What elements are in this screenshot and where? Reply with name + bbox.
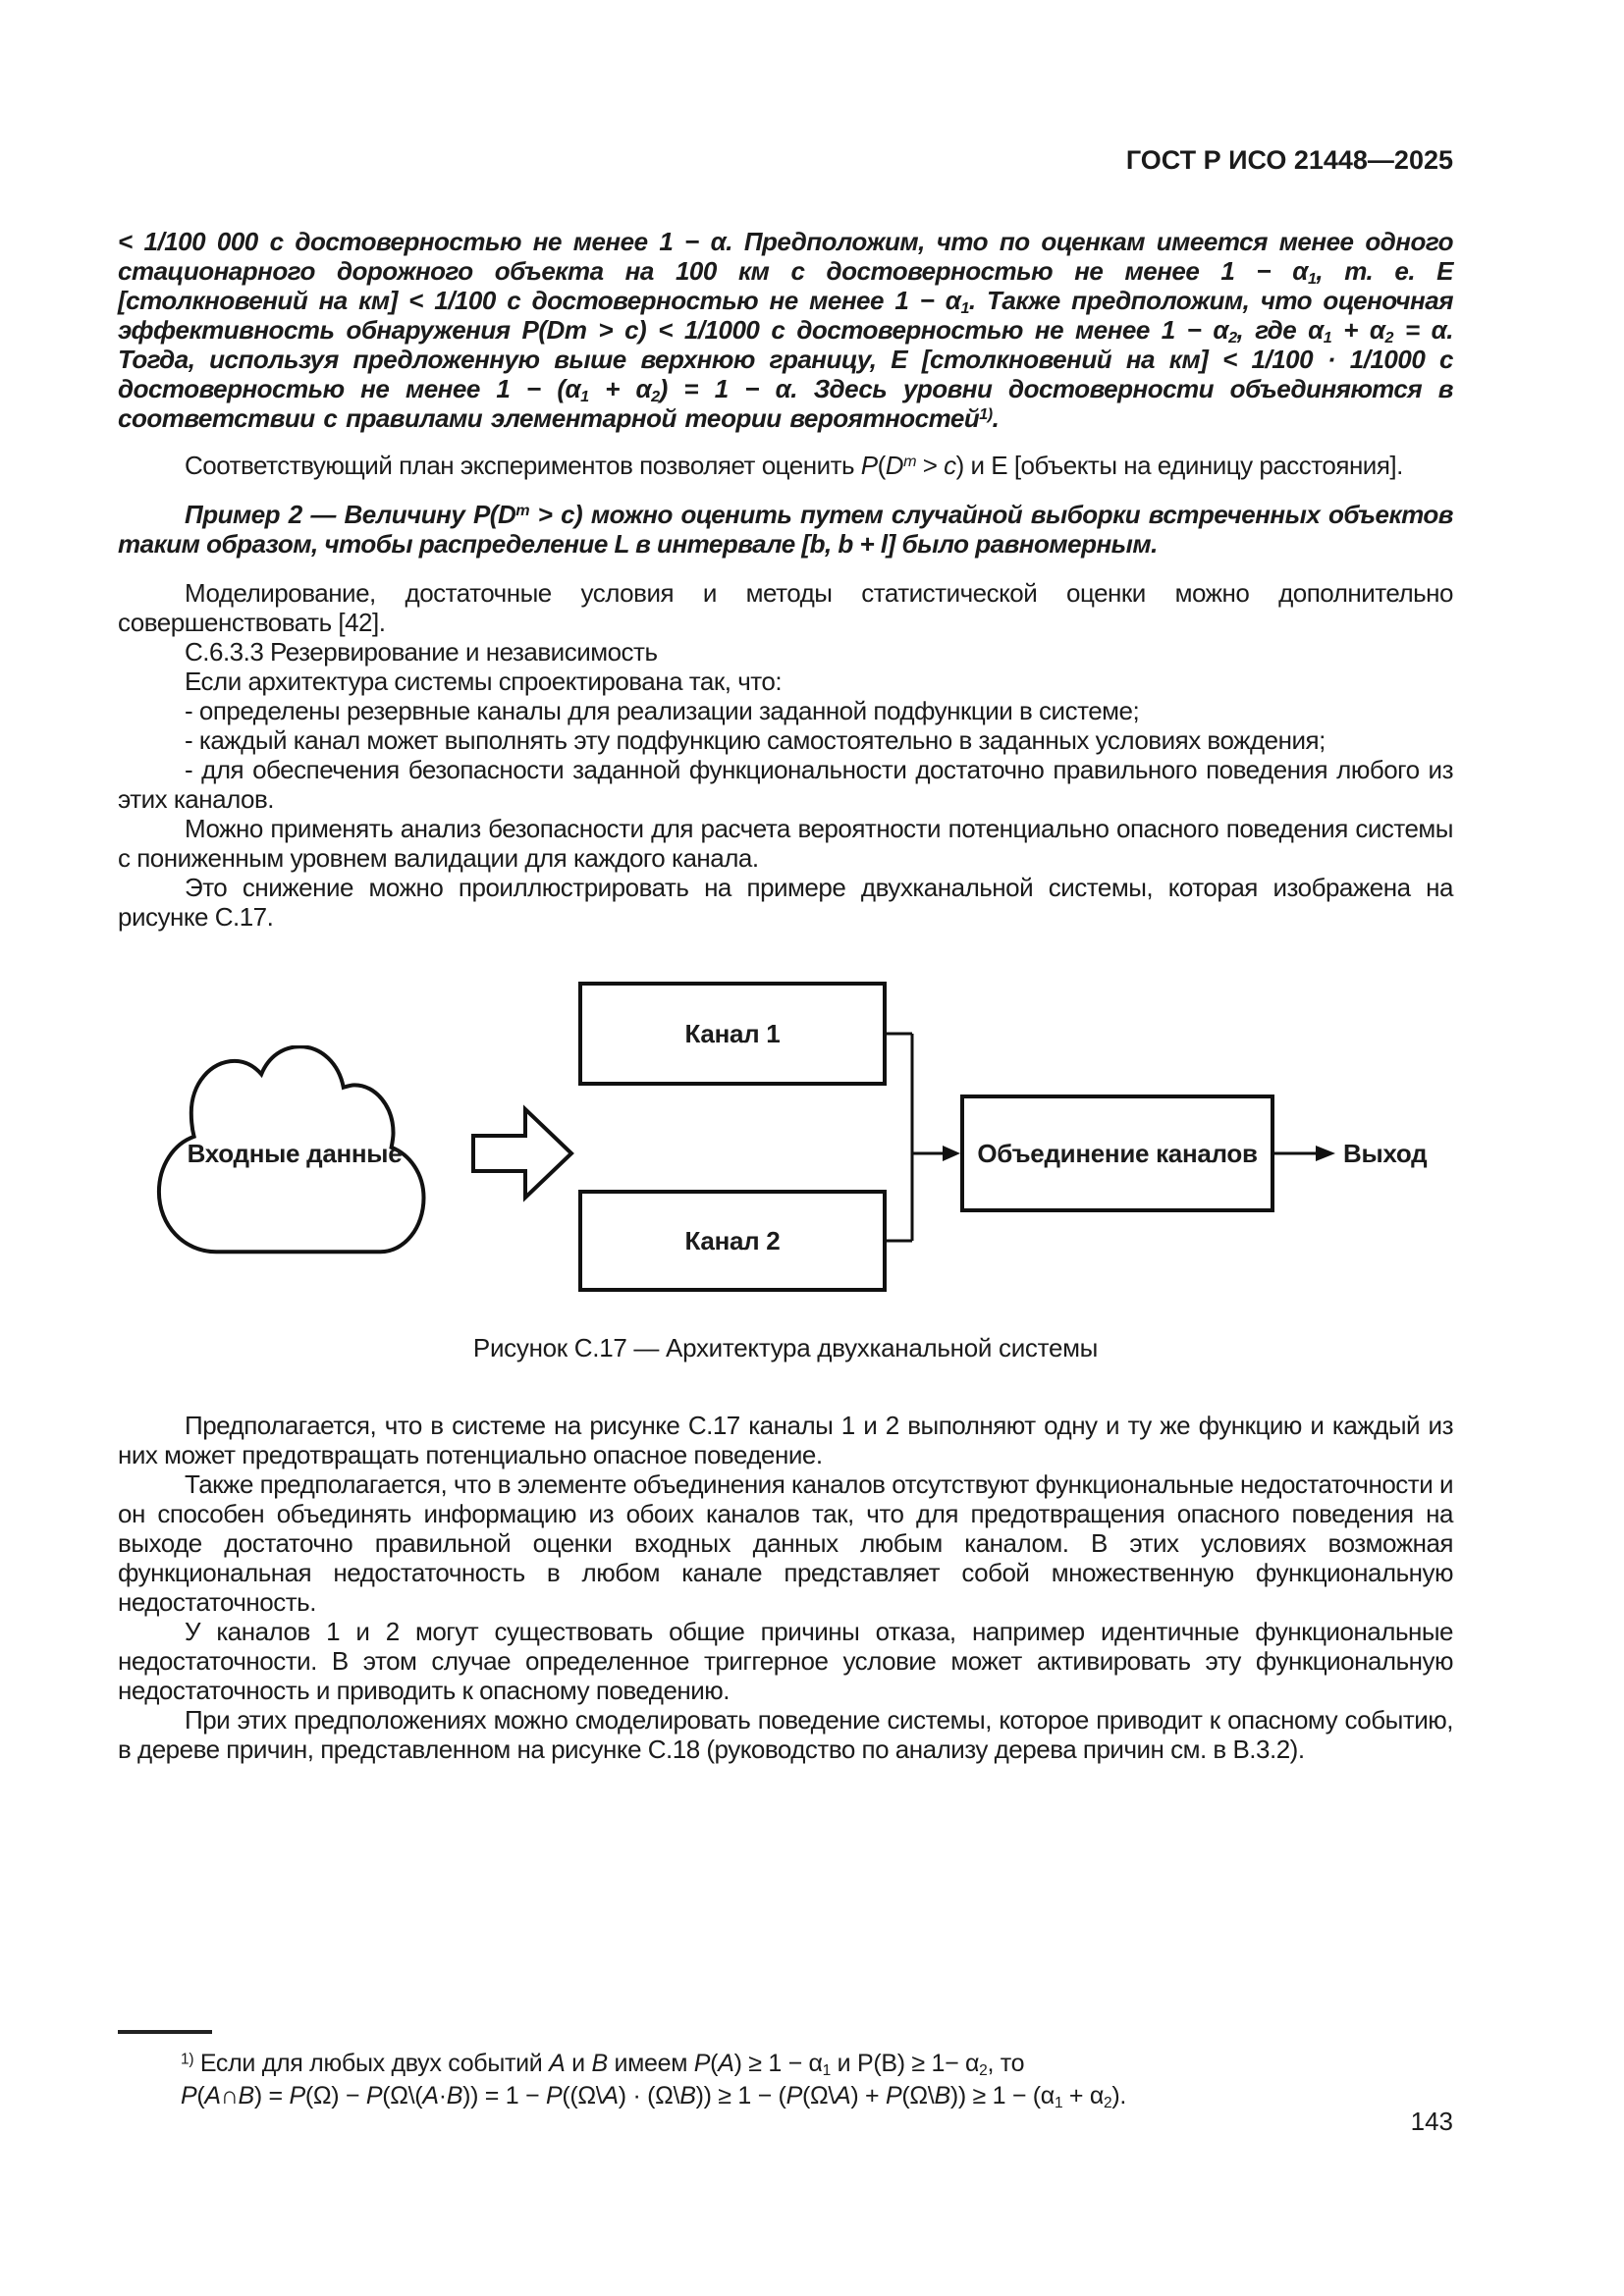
channel-2-box — [578, 1190, 887, 1292]
flow-arrow-icon — [471, 1104, 574, 1202]
channel-2-label: Канал 2 — [684, 1225, 781, 1255]
channel-merge-box — [960, 1095, 1274, 1212]
heading-c-6-3-3: С.6.3.3 Резервирование и независимость — [185, 637, 658, 667]
page-number: 143 — [1410, 2107, 1453, 2136]
footnote-line-2: Р(А∩В) = Р(Ω) − Р(Ω\(А·В)) = 1 − Р((Ω\А) · (Ω\В)) ≥ 1 − (Р(Ω\А) + Р(Ω\В)) ≥ $1 - (\alpha_1 + \alpha_2)$. — [181, 2082, 1127, 2111]
channel-1-label: Канал 1 — [684, 1018, 781, 1048]
para-two-channel-intro: Это снижение можно проиллюстрировать на примере двухканальной системы, которая изображена на рисунке С.17. — [118, 873, 1453, 932]
bullet-item: - определены резервные каналы для реализации заданной подфункции в системе; — [185, 696, 1140, 725]
figure-caption: Рисунок С.17 — Архитектура двухканальной системы — [472, 1333, 1099, 1362]
lower-text-block — [118, 1411, 1453, 1764]
upper-text-block — [118, 227, 1453, 932]
para-safety-analysis: Можно применять анализ безопасности для расчета вероятности потенциально опасного поведения системы с пониженным уровнем валидации для каждого канала. — [118, 814, 1453, 873]
input-data-cloud — [142, 1045, 447, 1261]
para-experiment-plan: Соответствующий план экспериментов позволяет оценить $P(D^m > c)$ и Е [объекты на единицу расстояния]. — [185, 451, 1403, 480]
para-fault-tree: При этих предположениях можно смоделировать поведение системы, которое приводит к опасному событию, в дереве причин, представленном на рисунке С.18 (руководство по анализу дерева причин см. в В.3.2). — [118, 1705, 1453, 1764]
para-common-cause: У каналов 1 и 2 могут существовать общие причины отказа, например идентичные функциональные недостаточности. В этом случае определенное триггерное условие может активировать эту функциональную недостаточность и приводить к опасному поведению. — [118, 1617, 1453, 1705]
bullet-item: - для обеспечения безопасности заданной функциональности достаточно правильного поведения любого из этих каналов. — [118, 755, 1453, 814]
para-modeling: Моделирование, достаточные условия и методы статистической оценки можно дополнительно совершенствовать [42]. — [118, 578, 1453, 637]
footnote-block — [118, 2030, 1453, 2112]
footnote-line-1: $^{1)}$ Если для любых двух событий А и В имеем $Р(А) \ge 1 - \alpha_1$ и $Р(В) \ge 1- \alpha_2$, то — [181, 2050, 1025, 2079]
para-assumption-1: Предполагается, что в системе на рисунке С.17 каналы 1 и 2 выполняют одну и ту же функцию и каждый из них может предотвращать потенциально опасное поведение. — [118, 1411, 1453, 1469]
para-continuation: < 1/100 000 с достоверностью не менее 1 − α. Предположим, что по оценкам имеется менее одного стационарного дорожного объекта на 100 км с достоверностью не менее $1 - \alpha_1$, т. е. Е [столкновений на км] < 1/100 с достоверностью не менее $1 - \alpha_1$. Также предположим, что оценочная эффективность обнаружения P(Dm > c) < 1/1000 с достоверностью не менее $1 - \alpha_2$, где $\alpha_1 + \alpha_2 = \alpha$. Тогда, используя предложенную выше верхнюю границу, Е [столкновений на км] < 1/100 · 1/1000 с достоверностью не менее $1 - (\alpha_1 + \alpha_2) = 1 - \alpha$. Здесь уровни достоверности объединяются в соответствии с правилами элементарной теории вероятностей$^{1)}$. — [118, 227, 1454, 433]
para-example-2: Пример 2 — Величину $P(D^m > c)$ можно оценить путем случайной выборки встреченных объектов таким образом, чтобы распределение L в интервале [b, b + l] было равномерным. — [118, 500, 1454, 559]
channel-merge-label: Объединение каналов — [977, 1138, 1258, 1168]
standard-number-header: ГОСТ Р ИСО 21448—2025 — [1125, 145, 1453, 175]
output-label: Выход — [1343, 1138, 1428, 1168]
footnote-rule — [118, 2030, 212, 2034]
channel-1-box — [578, 982, 887, 1086]
bullet-item: - каждый канал может выполнять эту подфункцию самостоятельно в заданных условиях вождения; — [185, 725, 1326, 755]
figure-c17 — [118, 972, 1453, 1414]
para-assumption-2: Также предполагается, что в элементе объединения каналов отсутствуют функциональные недостаточности и он способен объединять информацию из обоих каналов так, что для предотвращения опасного поведения на выходе достаточно правильной оценки входных данных любым каналом. В этих условиях возможная функциональная недостаточность в любом канале представляет собой множественную функциональную недостаточность. — [118, 1469, 1453, 1617]
cloud-label: Входные данные — [187, 1138, 403, 1168]
para-architecture-intro: Если архитектура системы спроектирована так, что: — [185, 667, 783, 696]
